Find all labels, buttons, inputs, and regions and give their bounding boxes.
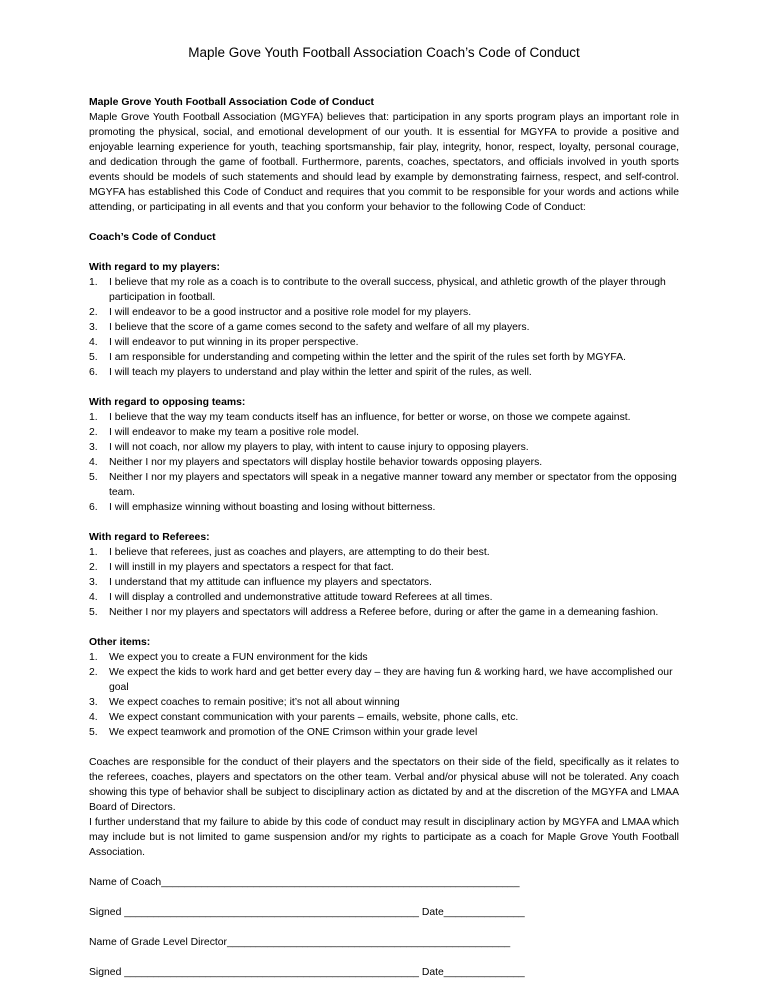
list-item: 6. I will teach my players to understand and play within the letter and spirit of the rules, as well. <box>89 367 532 378</box>
list-item: 1. We expect you to create a FUN environment for the kids <box>89 652 368 663</box>
list-item: 1. I believe that the way my team conducts itself has an influence, for better or worse, on those we compete against. <box>89 412 631 423</box>
list-item: 2. I will endeavor to make my team a positive role model. <box>89 427 360 438</box>
list-item: 3. I will not coach, nor allow my players to play, with intent to cause injury to opposing players. <box>89 442 529 453</box>
section-players <box>89 260 679 380</box>
list-item: 5. Neither I nor my players and spectators will address a Referee before, during or after the game in a demeaning fashion. <box>89 607 659 618</box>
coach-name-field[interactable]: Name of Coach______________________________________________________________ <box>89 877 520 888</box>
list-item: 5. Neither I nor my players and spectators will speak in a negative manner toward any member or spectator from the opposing team. <box>89 472 677 498</box>
list-item: 2. I will instill in my players and spectators a respect for that fact. <box>89 562 394 573</box>
section-referees <box>89 530 679 620</box>
list-item: 2. We expect the kids to work hard and get better every day – they are having fun & working hard, we have accomplished our goal <box>89 667 673 693</box>
director-name-field[interactable]: Name of Grade Level Director_________________________________________________ <box>89 937 511 948</box>
document-body <box>89 95 679 980</box>
section-heading: With regard to Referees: <box>89 532 210 543</box>
list-item: 3. I believe that the score of a game comes second to the safety and welfare of all my players. <box>89 322 530 333</box>
section-heading: With regard to opposing teams: <box>89 397 246 408</box>
list-item: 1. I believe that referees, just as coaches and players, are attempting to do their best. <box>89 547 490 558</box>
coach-signature-field[interactable]: Signed ___________________________________________________ Date______________ <box>89 907 525 918</box>
section-heading: With regard to my players: <box>89 262 220 273</box>
coach-code-title: Coach’s Code of Conduct <box>89 232 216 243</box>
page-header: Maple Gove Youth Football Association Coach’s Code of Conduct <box>188 45 580 60</box>
numbered-list <box>89 545 679 620</box>
list-item: 5. We expect teamwork and promotion of the ONE Crimson within your grade level <box>89 727 478 738</box>
intro-paragraph: Maple Grove Youth Football Association (MGYFA) believes that: participation in any sports program plays an important role in promoting the physical, social, and emotional development of our youth. It is essential for MGYFA to provide a positive and enjoyable learning experience for youth, teaching sportsmanship, fair play, integrity, honor, respect, loyalty, personal courage, and dedication through the game of football. Furthermore, parents, coaches, spectators, and officials involved in youth sports events should be models of such statements and should lead by example by demonstrating fairness, respect, and self-control. MGYFA has established this Code of Conduct and requires that you commit to be responsible for your words and actions while attending, or participating in all events and that you conform your behavior to the following Code of Conduct: <box>89 112 679 213</box>
closing-paragraph-2: I further understand that my failure to abide by this code of conduct may result in disciplinary action by MGYFA and LMAA which may include but is not limited to game suspension and/or my rights to participate as a coach for Maple Grove Youth Football Association. <box>89 817 679 858</box>
list-item: 5. I am responsible for understanding and competing within the letter and the spirit of the rules set forth by MGYFA. <box>89 352 626 363</box>
list-item: 3. I understand that my attitude can influence my players and spectators. <box>89 577 432 588</box>
list-item: 4. We expect constant communication with your parents – emails, website, phone calls, etc. <box>89 712 519 723</box>
list-item: 2. I will endeavor to be a good instructor and a positive role model for my players. <box>89 307 472 318</box>
signature-block <box>89 875 679 980</box>
list-item: 6. I will emphasize winning without boasting and losing without bitterness. <box>89 502 436 513</box>
director-signature-field[interactable]: Signed ___________________________________________________ Date______________ <box>89 967 525 978</box>
section-heading: Other items: <box>89 637 151 648</box>
closing-paragraph-1: Coaches are responsible for the conduct of their players and the spectators on their side of the field, specifically as it relates to the referees, coaches, players and spectators on the other team. Verbal and/or physical abuse will not be tolerated. Any coach showing this type of behavior shall be subject to disciplinary action as dictated by and at the discretion of the MGYFA and LMAA Board of Directors. <box>89 757 679 813</box>
list-item: 4. I will endeavor to put winning in its proper perspective. <box>89 337 359 348</box>
numbered-list <box>89 650 679 740</box>
list-item: 4. Neither I nor my players and spectators will display hostile behavior towards opposing players. <box>89 457 543 468</box>
code-title: Maple Grove Youth Football Association Code of Conduct <box>89 97 374 108</box>
numbered-list <box>89 275 679 380</box>
list-item: 3. We expect coaches to remain positive; it’s not all about winning <box>89 697 400 708</box>
section-opposing-teams <box>89 395 679 515</box>
list-item: 4. I will display a controlled and undemonstrative attitude toward Referees at all times. <box>89 592 493 603</box>
section-other-items <box>89 635 679 740</box>
list-item: 1. I believe that my role as a coach is to contribute to the overall success, physical, and athletic growth of the player through participation in football. <box>89 277 666 303</box>
numbered-list <box>89 410 679 515</box>
